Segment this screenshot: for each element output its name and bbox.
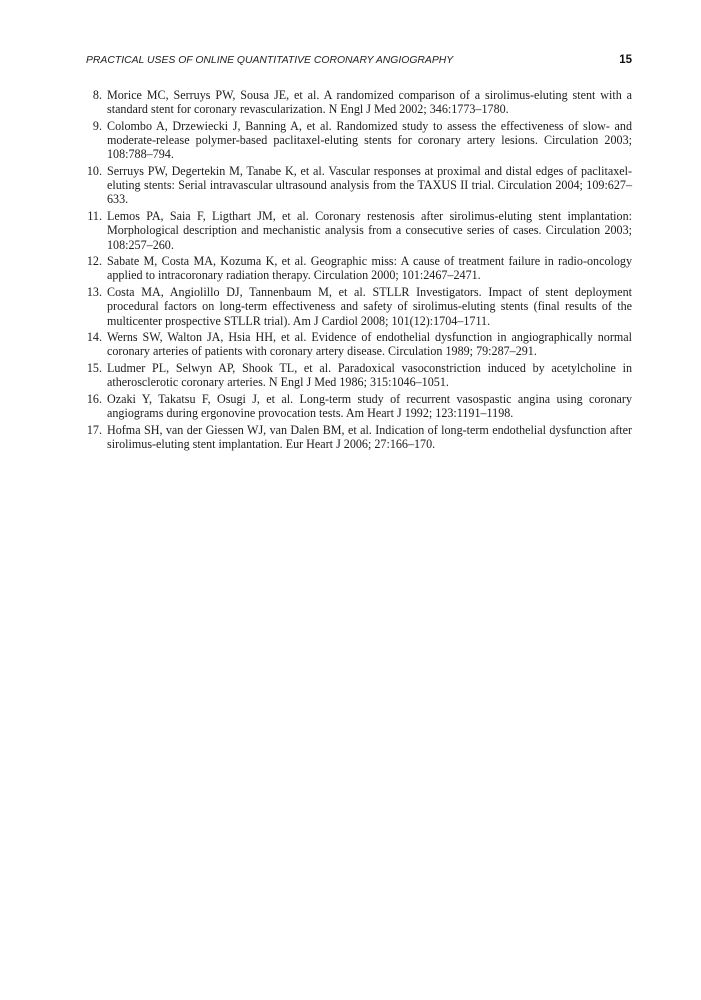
reference-number: 9. bbox=[92, 118, 102, 133]
reference-number: 12. bbox=[86, 254, 102, 269]
reference-text: Ozaki Y, Takatsu F, Osugi J, et al. Long-term study of recurrent vasospastic angina using coronary angiograms during ergonovine provocation tests. Am Heart J 1992; 123:1191–1198. bbox=[107, 392, 632, 421]
reference-item bbox=[86, 361, 632, 389]
reference-text: Colombo A, Drzewiecki J, Banning A, et al. Randomized study to assess the effectiveness of slow- and moderate-release polymer-based paclitaxel-eluting stents for coronary artery lesions. Circulation 2003; 108:788–794. bbox=[107, 118, 632, 162]
reference-item bbox=[86, 330, 632, 358]
reference-item bbox=[86, 164, 632, 207]
reference-item bbox=[86, 209, 632, 252]
reference-text: Werns SW, Walton JA, Hsia HH, et al. Evidence of endothelial dysfunction in angiographically normal coronary arteries of patients with coronary artery disease. Circulation 1989; 79:287–291. bbox=[107, 330, 632, 359]
running-title: PRACTICAL USES OF ONLINE QUANTITATIVE CORONARY ANGIOGRAPHY bbox=[86, 55, 454, 66]
reference-text: Morice MC, Serruys PW, Sousa JE, et al. A randomized comparison of a sirolimus-eluting stent with a standard stent for coronary revascularization. N Engl J Med 2002; 346:1773–1780. bbox=[107, 88, 632, 117]
reference-number: 16. bbox=[86, 392, 102, 407]
reference-text: Serruys PW, Degertekin M, Tanabe K, et al. Vascular responses at proximal and distal edges of paclitaxel-eluting stents: Serial intravascular ultrasound analysis from the TAXUS II trial. Circulation 2004; 109:627–633. bbox=[107, 164, 632, 207]
reference-item bbox=[86, 285, 632, 328]
reference-item bbox=[86, 88, 632, 116]
reference-text: Sabate M, Costa MA, Kozuma K, et al. Geographic miss: A cause of treatment failure in radio-oncology applied to intracoronary radiation therapy. Circulation 2000; 101:2467–2471. bbox=[107, 254, 632, 283]
reference-number: 14. bbox=[86, 330, 102, 345]
reference-text: Hofma SH, van der Giessen WJ, van Dalen BM, et al. Indication of long-term endothelial dysfunction after sirolimus-eluting stent implantation. Eur Heart J 2006; 27:166–170. bbox=[107, 422, 632, 452]
reference-number: 13. bbox=[86, 285, 102, 300]
reference-item bbox=[86, 423, 632, 451]
reference-text: Lemos PA, Saia F, Ligthart JM, et al. Coronary restenosis after sirolimus-eluting stent implantation: Morphological description and mechanistic analysis from a consecutive series of cases. Circulation 2003; 108:257–260. bbox=[107, 209, 632, 252]
page-number: 15 bbox=[619, 54, 632, 66]
running-header bbox=[86, 55, 632, 71]
reference-number: 10. bbox=[86, 164, 102, 179]
reference-item bbox=[86, 254, 632, 282]
reference-number: 17. bbox=[86, 422, 102, 437]
reference-text: Costa MA, Angiolillo DJ, Tannenbaum M, et al. STLLR Investigators. Impact of stent deployment procedural factors on long-term effectiveness and safety of sirolimus-eluting stents (final results of the multicenter prospective STLLR trial). Am J Cardiol 2008; 101(12):1704–1711. bbox=[107, 285, 632, 328]
reference-number: 11. bbox=[87, 209, 102, 224]
reference-number: 15. bbox=[86, 361, 102, 376]
reference-number: 8. bbox=[92, 88, 102, 102]
reference-item bbox=[86, 392, 632, 420]
reference-text: Ludmer PL, Selwyn AP, Shook TL, et al. Paradoxical vasoconstriction induced by acetylcholine in atherosclerotic coronary arteries. N Engl J Med 1986; 315:1046–1051. bbox=[107, 361, 632, 390]
reference-list bbox=[86, 88, 632, 454]
reference-item bbox=[86, 119, 632, 162]
